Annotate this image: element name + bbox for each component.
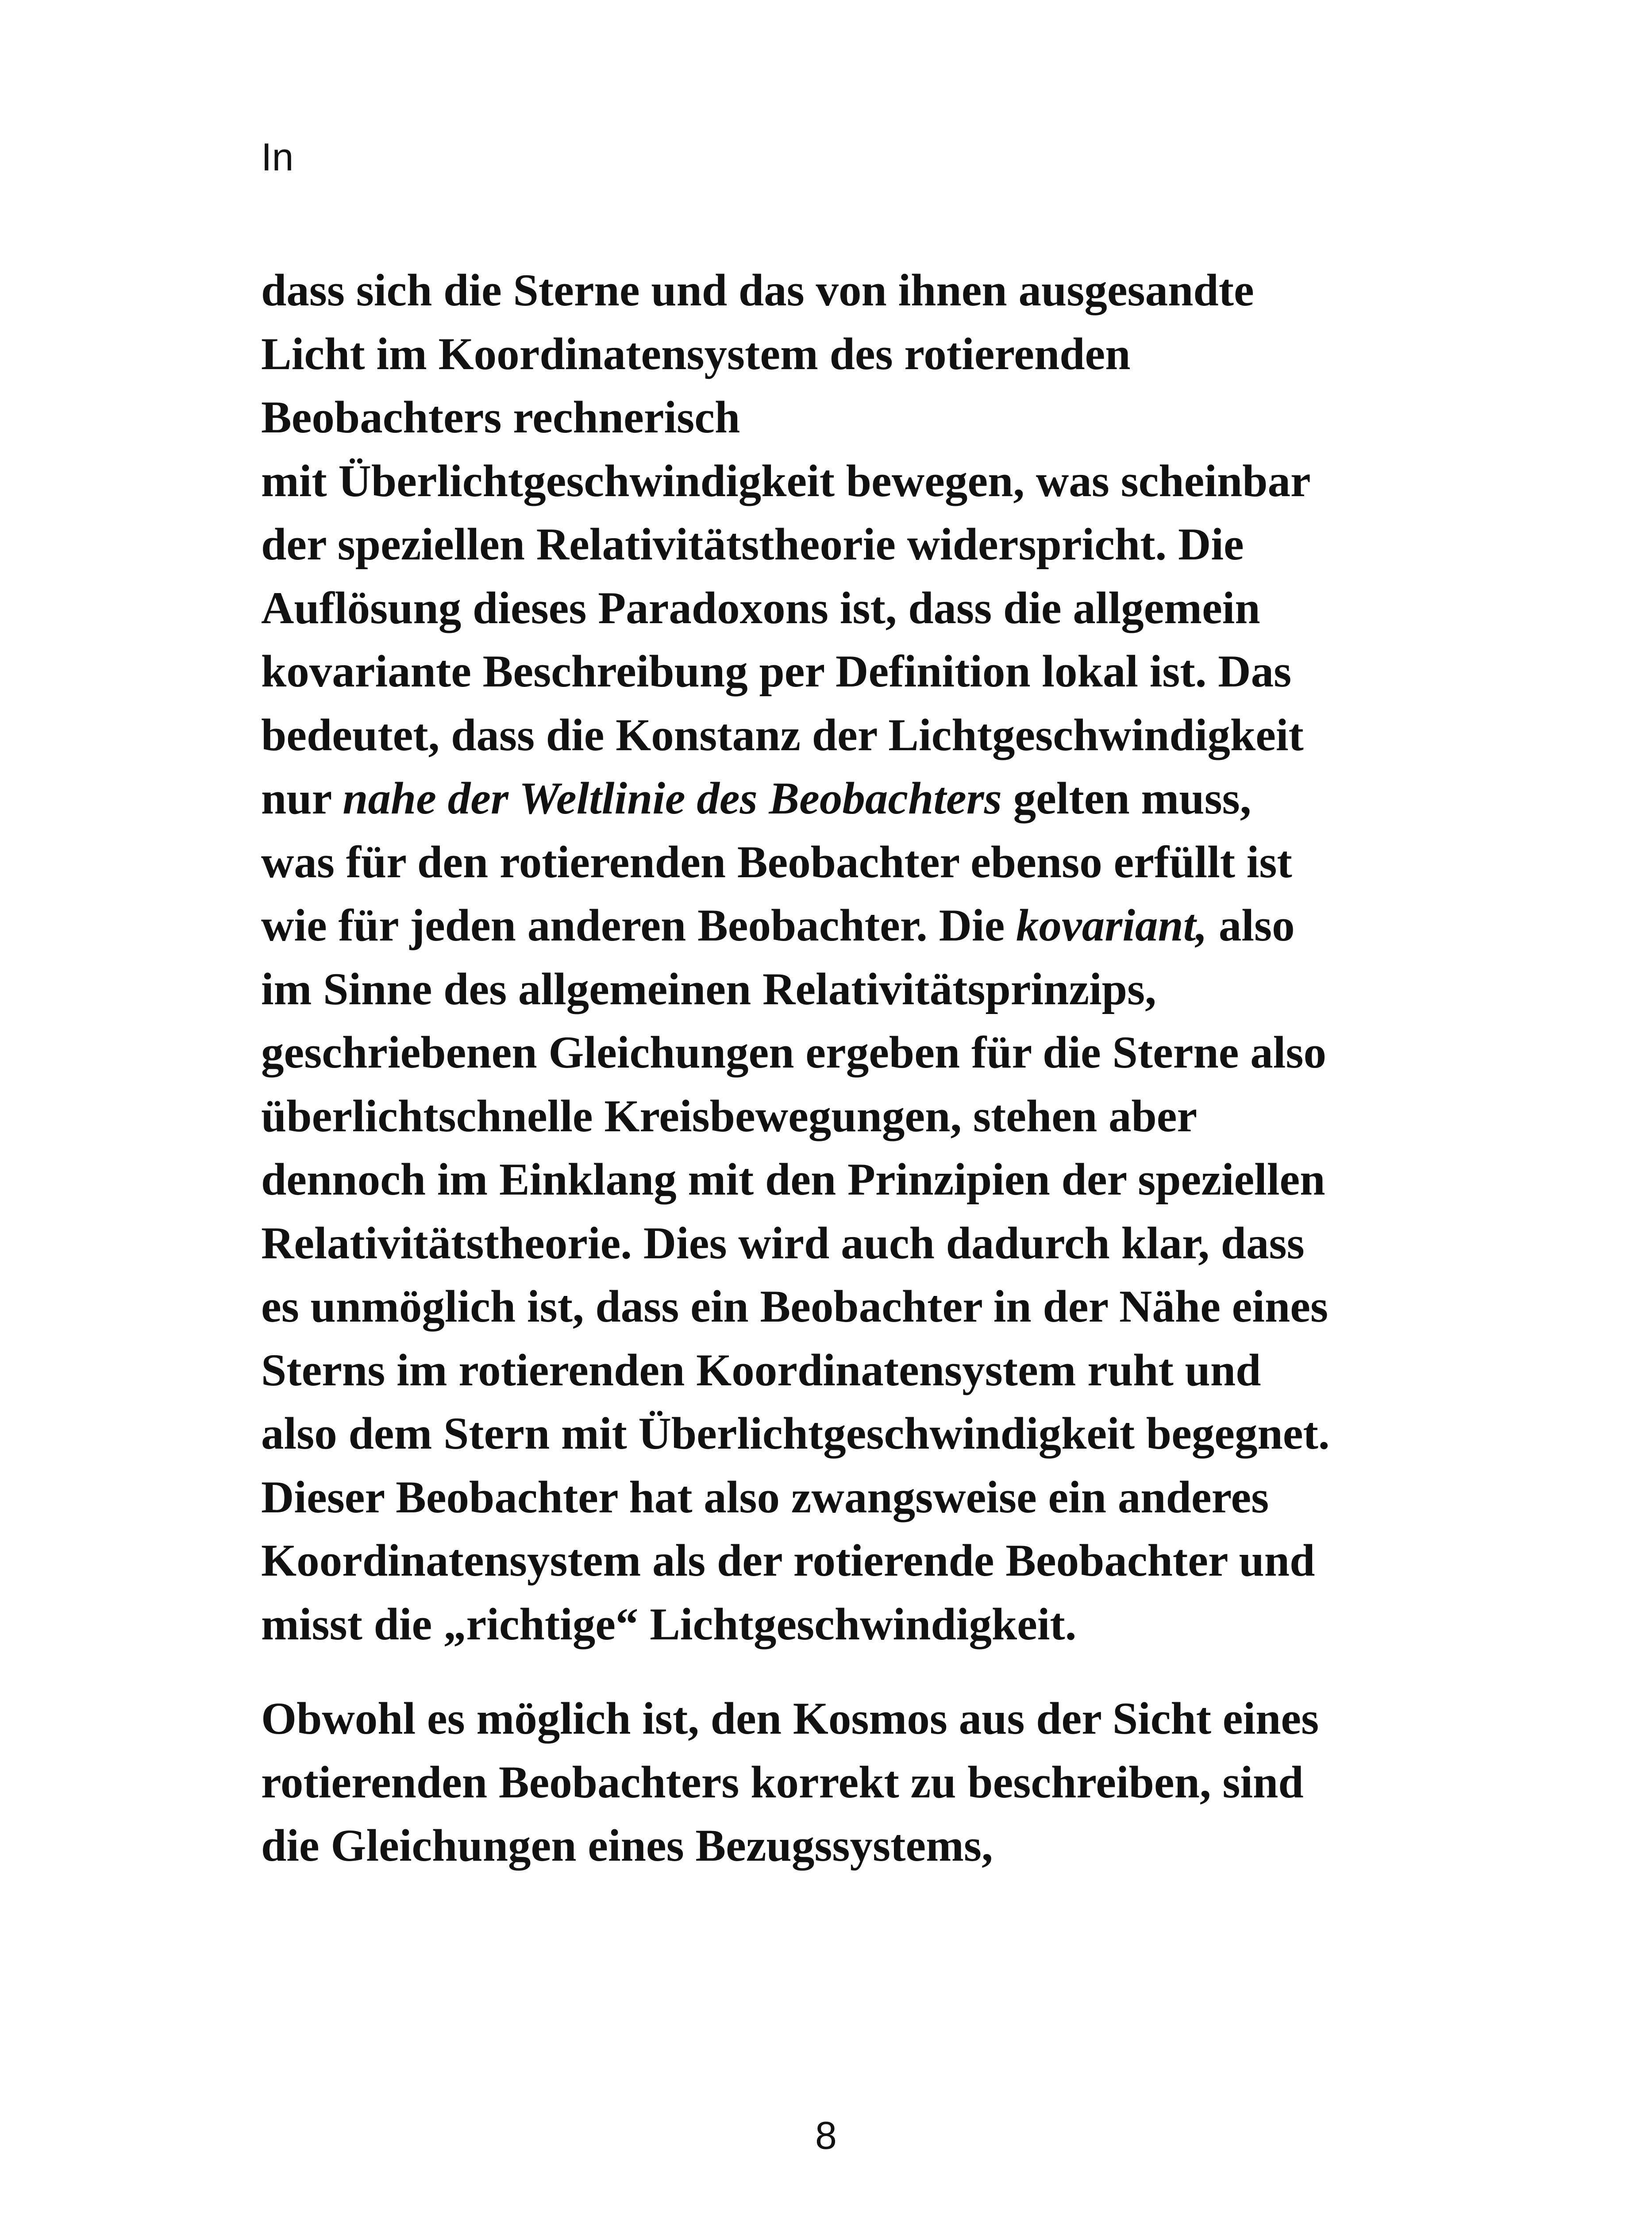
text-line: Obwohl es möglich ist, den Kosmos aus der Sicht eines	[261, 1693, 1319, 1744]
text-line: Koordinatensystem als der rotierende Beobachter und	[261, 1535, 1315, 1586]
text-segment: also	[1207, 900, 1295, 951]
text-line: überlichtschnelle Kreisbewegungen, stehen aber	[261, 1091, 1198, 1141]
text-line: Beobachters rechnerisch	[261, 392, 740, 443]
text-line: mit Überlichtgeschwindigkeit bewegen, was scheinbar	[261, 455, 1311, 506]
italic-phrase: kovariant,	[1016, 900, 1208, 951]
paragraph-gap	[261, 1656, 1403, 1687]
text-line: geschriebenen Gleichungen ergeben für die Sterne also	[261, 1027, 1326, 1078]
running-head: In	[261, 135, 294, 179]
text-line	[261, 894, 1403, 958]
text-line: Licht im Koordinatensystem des rotierenden	[261, 328, 1131, 379]
text-segment: wie für jeden anderen Beobachter. Die	[261, 900, 1017, 951]
text-line: was für den rotierenden Beobachter ebenso erfüllt ist	[261, 837, 1292, 887]
text-line: Auflösung dieses Paradoxons ist, dass die allgemein	[261, 582, 1260, 633]
page-number: 8	[815, 2113, 837, 2157]
text-segment: gelten muss,	[1001, 773, 1252, 824]
text-line: also dem Stern mit Überlichtgeschwindigkeit begegnet.	[261, 1408, 1330, 1459]
text-line: misst die „richtige“ Lichtgeschwindigkeit.	[261, 1599, 1077, 1650]
text-line: die Gleichungen eines Bezugssystems,	[261, 1820, 993, 1871]
text-line: Sterns im rotierenden Koordinatensystem ruht und	[261, 1345, 1261, 1396]
text-line: dass sich die Sterne und das von ihnen ausgesandte	[261, 265, 1254, 316]
text-line	[261, 767, 1403, 831]
text-line: rotierenden Beobachters korrekt zu beschreiben, sind	[261, 1757, 1304, 1808]
text-line: Dieser Beobachter hat also zwangsweise ein anderes	[261, 1472, 1269, 1523]
italic-phrase: nahe der Weltlinie des Beobachters	[343, 773, 1002, 824]
text-line: im Sinne des allgemeinen Relativitätsprinzips,	[261, 964, 1156, 1014]
text-segment: nur	[261, 773, 343, 824]
text-line: dennoch im Einklang mit den Prinzipien der speziellen	[261, 1154, 1325, 1205]
text-line: der speziellen Relativitätstheorie widerspricht. Die	[261, 519, 1244, 570]
text-line: kovariante Beschreibung per Definition lokal ist. Das	[261, 646, 1292, 697]
body-text	[261, 259, 1403, 1878]
text-line: es unmöglich ist, dass ein Beobachter in der Nähe eines	[261, 1281, 1329, 1332]
text-line: bedeutet, dass die Konstanz der Lichtgeschwindigkeit	[261, 709, 1304, 760]
text-line: Relativitätstheorie. Dies wird auch dadurch klar, dass	[261, 1218, 1305, 1268]
